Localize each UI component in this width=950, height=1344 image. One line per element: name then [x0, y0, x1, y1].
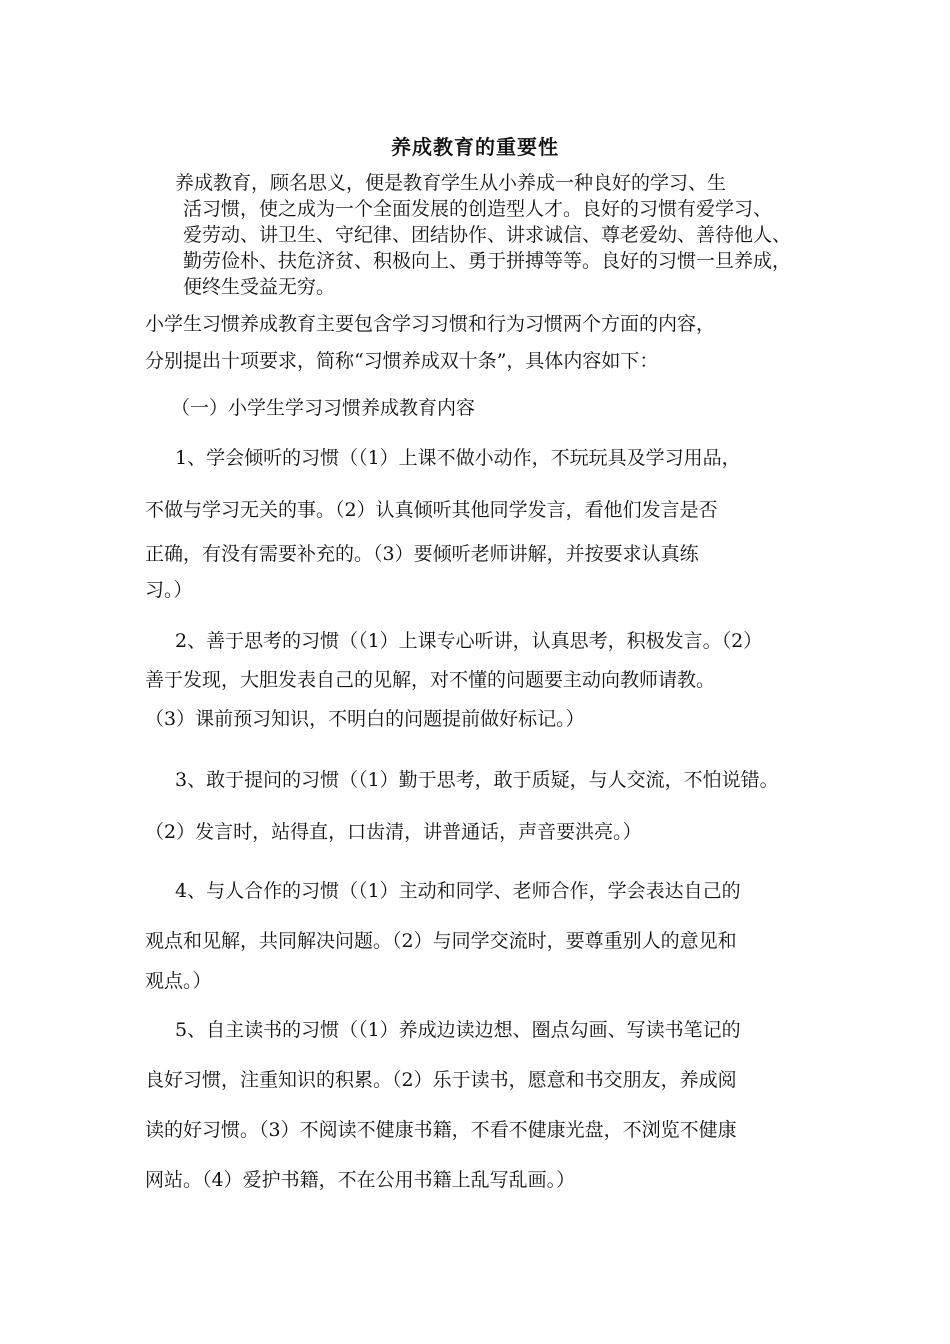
- item-line: 1、学会倾听的习惯（（1）上课不做小动作，不玩玩具及学习用品，: [175, 447, 741, 469]
- habit-item-1: [145, 432, 825, 608]
- item-line: 观点和见解，共同解决问题。（2）与同学交流时，要尊重别人的意见和: [145, 930, 737, 952]
- item-line: 善于发现，大胆发表自己的见解，对不懂的问题要主动向教师请教。: [145, 669, 716, 691]
- summary-paragraph: [145, 306, 825, 380]
- item-line: 3、敢于提问的习惯（（1）勤于思考，敢于质疑，与人交流，不怕说错。: [175, 769, 779, 791]
- habit-item-5: [145, 1005, 825, 1205]
- document-title: 养成教育的重要性: [391, 135, 559, 159]
- habit-item-2: [145, 622, 825, 739]
- habit-item-4: [145, 866, 825, 996]
- item-line: 2、善于思考的习惯（（1）上课专心听讲，认真思考，积极发言。（2）: [175, 630, 763, 652]
- item-line: 不做与学习无关的事。（2）认真倾听其他同学发言，看他们发言是否: [145, 499, 718, 521]
- intro-paragraph: [145, 170, 825, 300]
- summary-line: 分别提出十项要求，简称“习惯养成双十条”，具体内容如下：: [145, 350, 659, 372]
- intro-line: 便终生受益无穷。: [183, 276, 336, 298]
- intro-line: 勤劳俭朴、扶危济贫、积极向上、勇于拼搏等等。良好的习惯一旦养成，: [183, 250, 792, 272]
- item-line: 网站。（4）爱护书籍，不在公用书籍上乱写乱画。）: [145, 1169, 576, 1191]
- item-line: 良好习惯，注重知识的积累。（2）乐于读书，愿意和书交朋友，养成阅: [145, 1069, 737, 1091]
- intro-line: 爱劳动、讲卫生、守纪律、团结协作、讲求诚信、尊老爱幼、善待他人、: [183, 224, 792, 246]
- item-line: （2）发言时，站得直，口齿清，讲普通话，声音要洪亮。）: [145, 821, 642, 843]
- item-line: 习。）: [145, 579, 193, 601]
- item-line: 读的好习惯。（3）不阅读不健康书籍，不看不健康光盘，不浏览不健康: [145, 1119, 737, 1141]
- intro-line: 养成教育，顾名思义，便是教育学生从小养成一种良好的学习、生: [175, 172, 727, 194]
- item-line: （3）课前预习知识，不明白的问题提前做好标记。）: [145, 708, 585, 730]
- summary-line: 小学生习惯养成教育主要包含学习习惯和行为习惯两个方面的内容，: [145, 313, 716, 335]
- item-line: 5、自主读书的习惯（（1）养成边读边想、圈点勾画、写读书笔记的: [175, 1019, 741, 1041]
- section-heading: （一）小学生学习习惯养成教育内容: [171, 397, 476, 419]
- habit-item-3: [145, 754, 825, 858]
- item-line: 正确，有没有需要补充的。（3）要倾听老师讲解，并按要求认真练: [145, 543, 699, 565]
- item-line: 观点。）: [145, 970, 212, 992]
- item-line: 4、与人合作的习惯（（1）主动和同学、老师合作，学会表达自己的: [175, 880, 741, 902]
- intro-line: 活习惯，使之成为一个全面发展的创造型人才。良好的习惯有爱学习、: [183, 198, 773, 220]
